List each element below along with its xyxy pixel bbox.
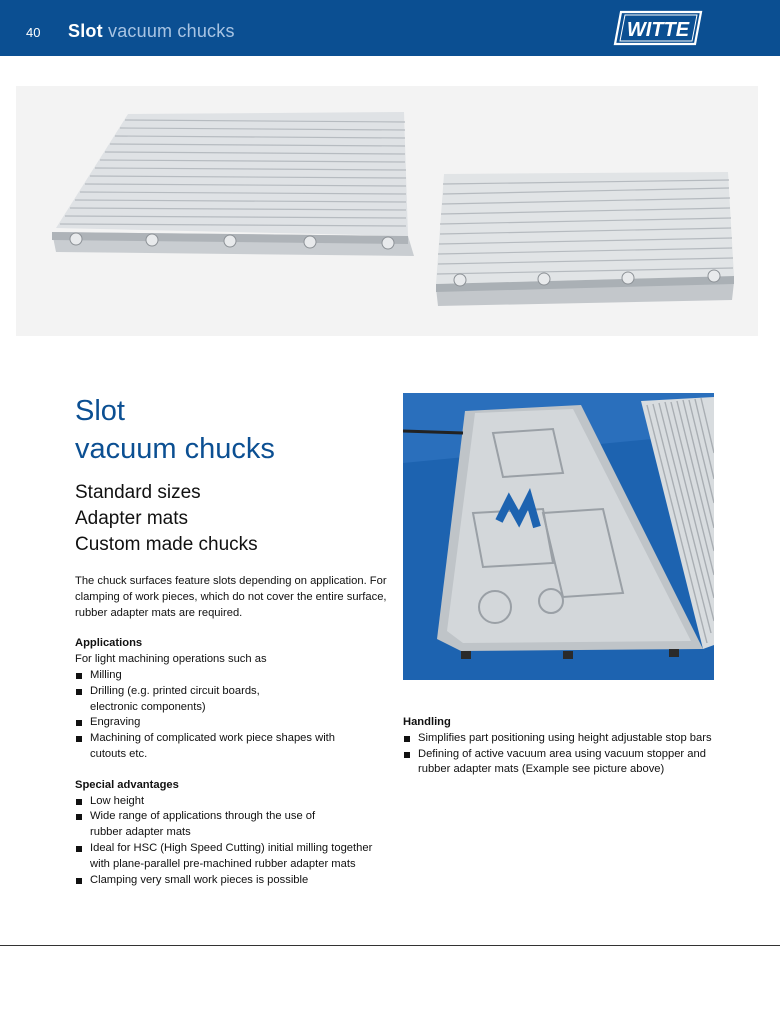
list-item-text: Simplifies part positioning using height adjustable stop bars [418,731,712,744]
applications-section [75,636,395,762]
advantages-list [75,794,395,889]
page-header [0,0,780,56]
list-item [75,873,395,889]
list-item [75,794,395,810]
list-item-text: Ideal for HSC (High Speed Cutting) initial milling together with plane-parallel pre-machined rubber adapter mats [90,841,373,870]
applications-heading: Applications [75,637,143,650]
handling-heading: Handling [403,716,451,728]
list-item-text: Low height [90,794,145,807]
bullet-icon [76,673,82,679]
bullet-icon [76,736,82,742]
list-item-text: Clamping very small work pieces is possible [90,873,309,886]
adapter-mat-photo [403,393,714,680]
logo-text: WITTE [626,19,690,41]
list-item [403,731,733,747]
list-item-text: Defining of active vacuum area using vacuum stopper and rubber adapter mats (Example see picture above) [418,747,706,776]
list-item-text: Milling [90,668,122,681]
main-title-line1: Slot [75,395,125,427]
applications-lead: For light machining operations such as [75,653,267,666]
bullet-icon [76,878,82,884]
list-item-text: Wide range of applications through the use of rubber adapter mats [90,810,316,839]
advantages-heading: Special advantages [75,778,179,791]
subtitle-list [75,480,258,558]
list-item [75,731,340,763]
list-item [75,715,395,731]
bullet-icon [76,799,82,805]
footer-divider [0,945,780,946]
header-title-light: vacuum chucks [108,21,235,41]
subtitle: Standard sizes [75,482,201,503]
bullet-icon [76,814,82,820]
product-photo-chucks [16,86,758,336]
header-title-bold: Slot [68,21,103,41]
handling-section [403,715,733,778]
advantages-section [75,778,395,889]
header-title [68,21,235,42]
bullet-icon [76,689,82,695]
handling-list [403,731,733,778]
list-item-text: Machining of complicated work piece shapes with cutouts etc. [90,732,336,760]
list-item [75,841,390,873]
list-item [75,668,395,684]
applications-list [75,668,395,763]
page-number: 40 [26,25,41,40]
subtitle: Custom made chucks [75,534,258,555]
bullet-icon [76,720,82,726]
list-item [75,809,340,841]
main-title [75,392,275,468]
list-item-text: Engraving [90,716,141,729]
bullet-icon [404,736,410,742]
list-item-text: Drilling (e.g. printed circuit boards, electronic components) [90,684,260,713]
intro-paragraph: The chuck surfaces feature slots depending on application. For clamping of work pieces, which do not cover the entire surface, rubber adapter mats are required. [75,575,387,619]
witte-logo [612,10,704,46]
bullet-icon [404,752,410,758]
bullet-icon [76,846,82,852]
main-title-line2: vacuum chucks [75,433,275,465]
list-item [75,684,290,716]
body-text [75,574,395,903]
list-item [403,747,718,779]
subtitle: Adapter mats [75,508,188,529]
